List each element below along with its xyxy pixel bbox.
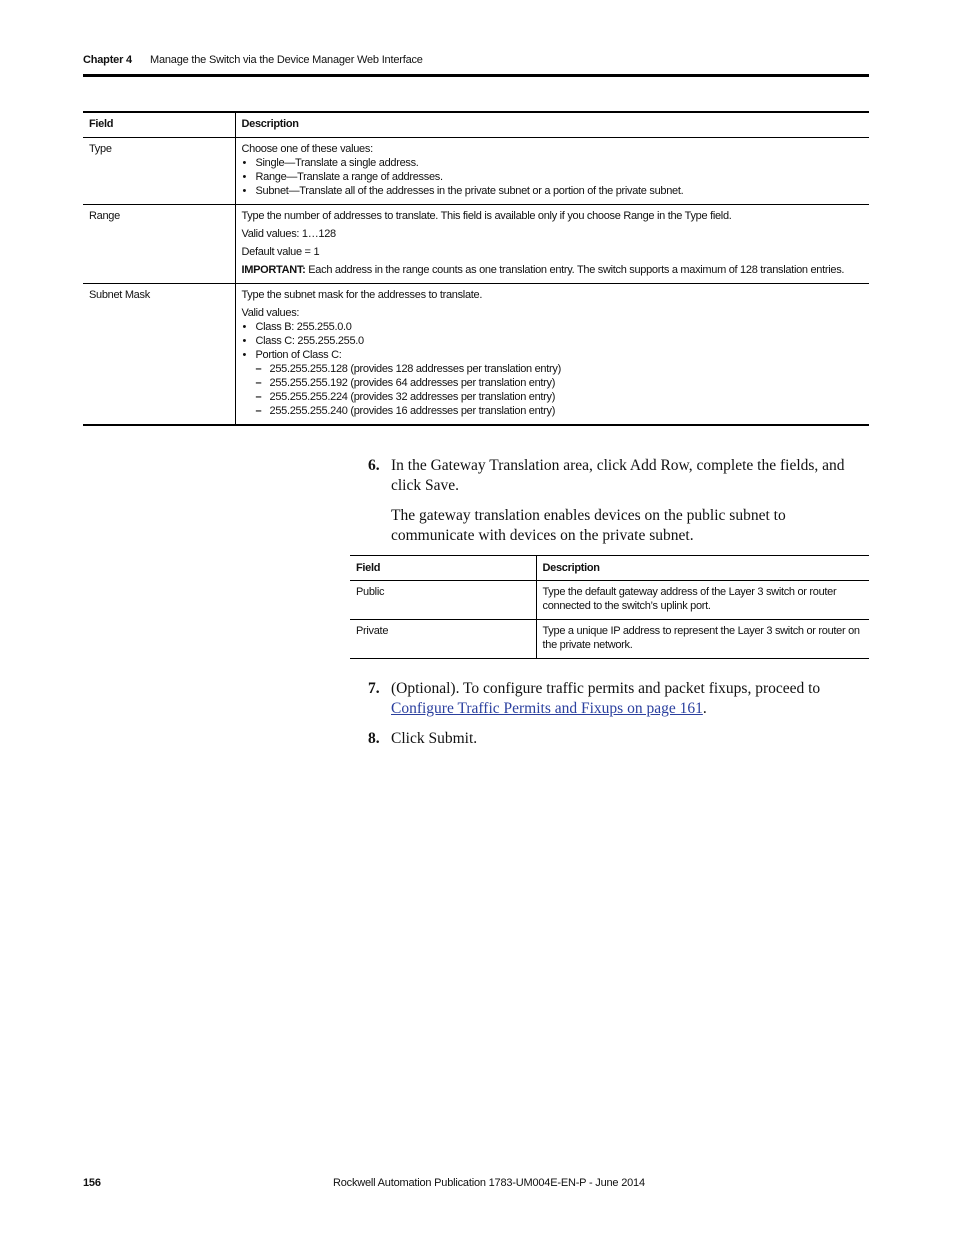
list-item: • Subnet—Translate all of the addresses in the private subnet or a portion of the private subnet. — [242, 184, 864, 198]
page-header — [83, 53, 869, 75]
table-header-row — [350, 556, 869, 581]
step-6 — [368, 456, 868, 496]
step-number: 6. — [368, 457, 380, 474]
column-header-description: Description — [235, 112, 869, 137]
table-row — [83, 137, 869, 204]
type-options-list — [242, 156, 864, 198]
list-item: – 255.255.255.128 (provides 128 addresses per translation entry) — [256, 362, 864, 376]
column-header-field: Field — [83, 112, 235, 137]
configure-traffic-permits-link[interactable]: Configure Traffic Permits and Fixups on page 161 — [391, 700, 703, 717]
subnet-description: Type the subnet mask for the addresses to translate. — [241, 288, 483, 301]
description-cell — [235, 204, 869, 283]
class-c-portion-list — [256, 362, 864, 418]
page-number: 156 — [83, 1177, 101, 1189]
step-number: 8. — [368, 730, 380, 747]
step-text — [391, 679, 868, 719]
subnet-valid-label: Valid values: — [241, 306, 300, 319]
field-cell: Public — [350, 581, 536, 620]
list-item: • Class C: 255.255.255.0 — [242, 334, 864, 348]
list-item: • Single—Translate a single address. — [242, 156, 864, 170]
step-7 — [368, 679, 868, 719]
description-cell — [235, 137, 869, 204]
table-header-row — [83, 112, 869, 137]
chapter-label: Chapter 4 — [83, 54, 132, 66]
range-description: Type the number of addresses to translate. This field is available only if you choose Range in the Type field. — [241, 209, 732, 222]
header-rule — [83, 74, 869, 77]
important-text: Each address in the range counts as one translation entry. The switch supports a maximum of 128 translation entries. — [305, 263, 845, 276]
type-intro: Choose one of these values: — [241, 142, 373, 155]
important-label: IMPORTANT: — [241, 263, 306, 276]
field-cell: Type — [83, 137, 235, 204]
step-text: In the Gateway Translation area, click Add Row, complete the fields, and click Save. — [391, 457, 845, 494]
table-row — [83, 283, 869, 425]
gateway-translation-table — [350, 555, 869, 659]
list-item: – 255.255.255.240 (provides 16 addresses per translation entry) — [256, 404, 864, 418]
list-item: • Class B: 255.255.0.0 — [242, 320, 864, 334]
table-row — [350, 581, 869, 620]
description-cell: Type the default gateway address of the Layer 3 switch or router connected to the switch’s uplink port. — [536, 581, 869, 620]
table-row — [350, 620, 869, 659]
list-item: • Portion of Class C: — [242, 348, 864, 362]
step-7-end: . — [702, 700, 707, 717]
field-cell: Private — [350, 620, 536, 659]
list-item: – 255.255.255.192 (provides 64 addresses per translation entry) — [256, 376, 864, 390]
step-text: Click Submit. — [391, 730, 478, 747]
publication-footer: Rockwell Automation Publication 1783-UM004E-EN-P - June 2014 — [333, 1177, 645, 1189]
subnet-values-list — [242, 320, 864, 362]
important-note — [242, 263, 864, 277]
field-cell: Subnet Mask — [83, 283, 235, 425]
field-cell: Range — [83, 204, 235, 283]
list-item: • Range—Translate a range of addresses. — [242, 170, 864, 184]
list-item: – 255.255.255.224 (provides 32 addresses per translation entry) — [256, 390, 864, 404]
description-cell — [235, 283, 869, 425]
column-header-field: Field — [350, 556, 536, 581]
step-number: 7. — [368, 680, 380, 697]
chapter-title: Manage the Switch via the Device Manager Web Interface — [150, 54, 423, 66]
column-header-description: Description — [536, 556, 869, 581]
step-7-text: (Optional). To configure traffic permits and packet fixups, proceed to — [391, 680, 821, 697]
range-default-value: Default value = 1 — [241, 245, 320, 258]
range-valid-values: Valid values: 1…128 — [241, 227, 336, 240]
step-8 — [368, 729, 868, 749]
step-6-note: The gateway translation enables devices on the public subnet to communicate with devices on the private subnet. — [391, 507, 786, 544]
description-cell: Type a unique IP address to represent the Layer 3 switch or router on the private network. — [542, 625, 860, 651]
range-subnet-table — [83, 111, 869, 426]
table-row — [83, 204, 869, 283]
